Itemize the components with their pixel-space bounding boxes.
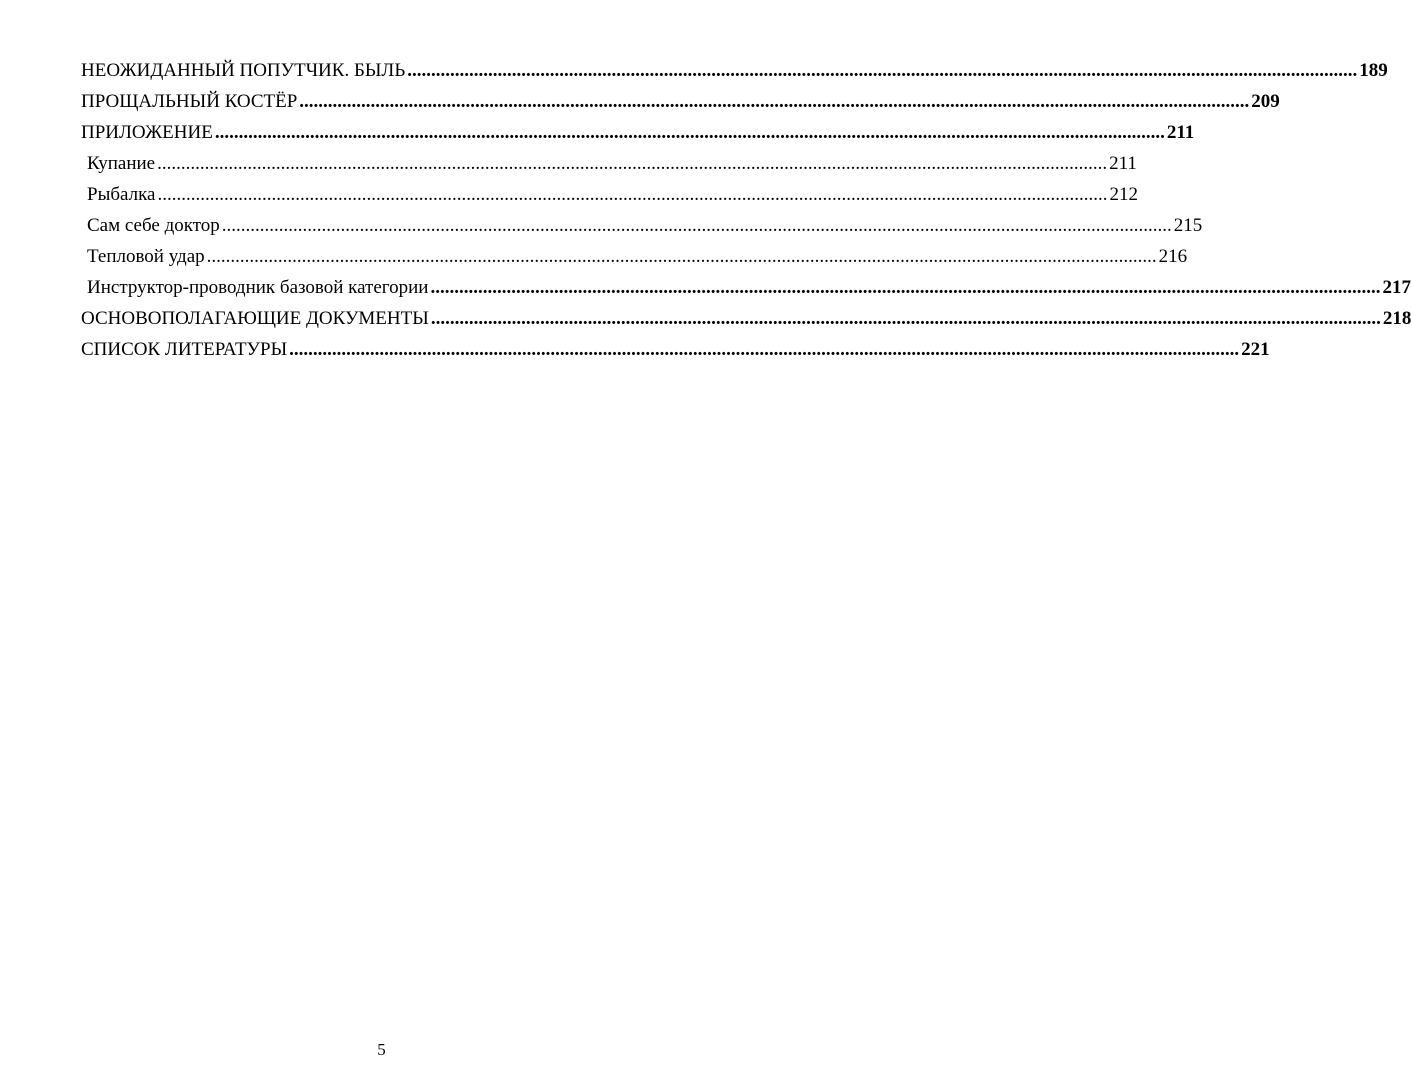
toc-entry-title: Тепловой удар [87, 246, 205, 267]
toc-dot-leader: ........................................................................................................................................................................................................ [289, 339, 1240, 360]
toc-entry-page: 221 [1241, 339, 1270, 360]
toc-entry-neozhidanny-poputchik[interactable] [81, 55, 1388, 86]
toc-dot-leader: ........................................................................................................................................................................................................ [430, 277, 1381, 298]
toc-dot-leader: ........................................................................................................................................................................................................ [407, 60, 1358, 81]
toc-entry-page: 212 [1109, 184, 1138, 205]
toc-dot-leader: ........................................................................................................................................................................................................ [221, 215, 1172, 236]
toc-entry-title: ПРОЩАЛЬНЫЙ КОСТЁР [81, 91, 298, 112]
toc-dot-leader: ........................................................................................................................................................................................................ [206, 246, 1157, 267]
toc-entry-page: 218 [1382, 308, 1411, 329]
toc-entry-page: 189 [1359, 60, 1388, 81]
toc-entry-page: 211 [1166, 122, 1195, 143]
toc-entry-prilozhenie[interactable] [81, 117, 1195, 148]
table-of-contents [81, 55, 1411, 365]
toc-entry-title: ОСНОВОПОЛАГАЮЩИЕ ДОКУМЕНТЫ [81, 308, 429, 329]
toc-entry-spisok-literatury[interactable] [81, 334, 1270, 365]
toc-entry-sam-sebe-doktor[interactable] [81, 210, 1203, 241]
toc-entry-title: ПРИЛОЖЕНИЕ [81, 122, 213, 143]
toc-entry-title: Купание [87, 153, 156, 174]
toc-dot-leader: ........................................................................................................................................................................................................ [214, 122, 1165, 143]
toc-dot-leader: ........................................................................................................................................................................................................ [430, 308, 1381, 329]
toc-entry-page: 217 [1382, 277, 1411, 298]
toc-entry-page: 216 [1158, 246, 1188, 267]
toc-entry-proshchalny-koster[interactable] [81, 86, 1280, 117]
toc-entry-page: 215 [1173, 215, 1203, 236]
toc-entry-title: Рыбалка [87, 184, 156, 205]
toc-entry-rybalka[interactable] [81, 179, 1138, 210]
toc-entry-osnovopolagayushchie-dokumenty[interactable] [81, 303, 1411, 334]
toc-entry-instruktor-provodnik[interactable] [81, 272, 1411, 303]
toc-entry-title: НЕОЖИДАННЫЙ ПОПУТЧИК. БЫЛЬ [81, 60, 406, 81]
toc-entry-title: СПИСОК ЛИТЕРАТУРЫ [81, 339, 288, 360]
toc-entry-title: Сам себе доктор [87, 215, 220, 236]
toc-entry-page: 211 [1109, 153, 1137, 174]
toc-entry-kupanie[interactable] [81, 148, 1137, 179]
toc-dot-leader: ........................................................................................................................................................................................................ [157, 184, 1108, 205]
toc-dot-leader: ........................................................................................................................................................................................................ [299, 91, 1250, 112]
toc-entry-teplovoy-udar[interactable] [81, 241, 1188, 272]
toc-dot-leader: ........................................................................................................................................................................................................ [157, 153, 1108, 174]
page-number: 5 [377, 1040, 386, 1059]
toc-entry-page: 209 [1251, 91, 1280, 112]
toc-entry-title: Инструктор-проводник базовой категории [87, 277, 429, 298]
